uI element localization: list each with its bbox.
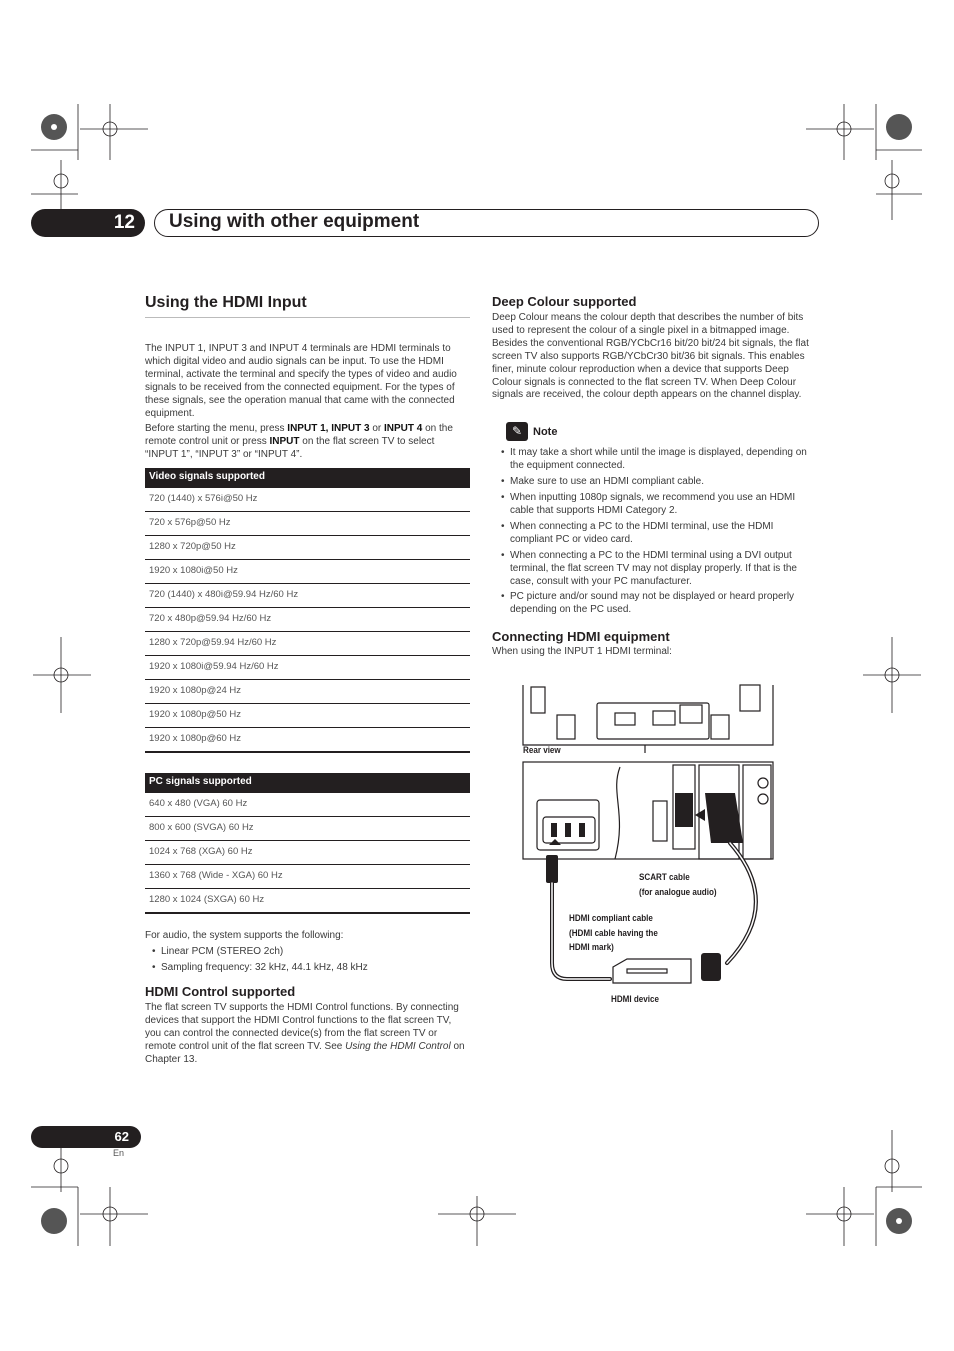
- table-row: 720 x 576p@50 Hz: [145, 512, 470, 536]
- pc-signals-table: [145, 773, 470, 914]
- list-item: • It may take a short while until the image is displayed, depending on the equipment connected.: [500, 447, 817, 473]
- table-row: 800 x 600 (SVGA) 60 Hz: [145, 817, 470, 841]
- table-row: 1280 x 720p@59.94 Hz/60 Hz: [145, 632, 470, 656]
- intro-paragraph: The INPUT 1, INPUT 3 and INPUT 4 terminals are HDMI terminals to which digital video and audio signals can be input. To use the HDMI terminal, activate the terminal and specify the types of video and audio signals to be received from the connected equipment. For the types of these signals, see the operation manual that came with the connected equipment.: [145, 343, 457, 419]
- language-code: En: [113, 1148, 125, 1158]
- left-column: [145, 294, 470, 1066]
- table-row: 1280 x 720p@50 Hz: [145, 536, 470, 560]
- table-row: 720 (1440) x 480i@59.94 Hz/60 Hz: [145, 584, 470, 608]
- right-column: [492, 294, 817, 659]
- hdmi-cable-sublabel-1: (HDMI cable having the: [569, 928, 658, 939]
- table-row: 1920 x 1080p@50 Hz: [145, 704, 470, 728]
- chapter-number: 12: [113, 212, 135, 233]
- video-signals-table: [145, 468, 470, 753]
- list-item: • Linear PCM (STEREO 2ch): [151, 946, 470, 959]
- page-number: 62: [114, 1129, 129, 1144]
- list-item: • PC picture and/or sound may not be displayed or heard properly depending on the PC used.: [500, 591, 817, 617]
- section-title: Using the HDMI Input: [145, 294, 470, 318]
- chapter-title: Using with other equipment: [169, 211, 420, 232]
- scart-cable-label: SCART cable: [639, 872, 690, 883]
- chapter-number-badge: [31, 209, 145, 237]
- hdmi-control-paragraph: The flat screen TV supports the HDMI Control functions. By connecting devices that support the HDMI Control functions to the flat screen TV, you can control the connected device(s) from the flat screen TV or remote control unit of the flat screen TV. See Using the HDMI Control on Chapter 13.: [145, 1001, 465, 1065]
- audio-intro: For audio, the system supports the following:: [145, 930, 344, 942]
- note-heading: [506, 422, 817, 441]
- note-label: Note: [533, 425, 558, 438]
- audio-list: [151, 946, 470, 975]
- hdmi-cable-label: HDMI compliant cable: [569, 913, 653, 924]
- connecting-paragraph: When using the INPUT 1 HDMI terminal:: [492, 646, 672, 658]
- table-row: 1024 x 768 (XGA) 60 Hz: [145, 841, 470, 865]
- chapter-title-bar: [154, 209, 819, 237]
- list-item: • Sampling frequency: 32 kHz, 44.1 kHz, 48 kHz: [151, 962, 470, 975]
- hdmi-cable-sublabel-2: HDMI mark): [569, 942, 614, 953]
- table-row: 1280 x 1024 (SXGA) 60 Hz: [149, 894, 265, 906]
- list-item: • When connecting a PC to the HDMI terminal, use the HDMI compliant PC or video card.: [500, 521, 817, 547]
- before-paragraph: Before starting the menu, press INPUT 1, INPUT 3 or INPUT 4 on the remote control unit or press INPUT on the flat screen TV to select “INPUT 1”, “INPUT 3” or “INPUT 4”.: [145, 423, 453, 461]
- table-row: 720 x 480p@59.94 Hz/60 Hz: [145, 608, 470, 632]
- list-item: • When connecting a PC to the HDMI terminal using a DVI output terminal, the flat screen TV may not display properly. If that is the case, consult with your PC manufacturer.: [500, 550, 817, 589]
- deep-colour-paragraph: Deep Colour means the colour depth that describes the number of bits used to represent the colour of a single pixel in a bitmapped image. Besides the conventional RGB/YCbCr16 bit/20 bit/24 bit signals, the flat screen TV also supports RGB/YCbCr30 bit/36 bit signals. This enables finer, minute colour reproduction when a device that supports Deep Colour signals is connected to the flat screen TV. When Deep Colour signals are received, the colour depth appears on the channel display.: [492, 312, 809, 401]
- list-item: • Make sure to use an HDMI compliant cable.: [500, 476, 817, 489]
- deep-colour-title: Deep Colour supported: [492, 294, 637, 309]
- table-row: 640 x 480 (VGA) 60 Hz: [145, 793, 470, 817]
- scart-cable-sublabel: (for analogue audio): [639, 887, 717, 898]
- table-row: 720 (1440) x 576i@50 Hz: [145, 488, 470, 512]
- table-row: 1360 x 768 (Wide - XGA) 60 Hz: [145, 865, 470, 889]
- page-number-badge: [31, 1126, 141, 1148]
- table-row: 1920 x 1080p@24 Hz: [145, 680, 470, 704]
- connecting-title: Connecting HDMI equipment: [492, 629, 670, 645]
- table-row: 1920 x 1080i@59.94 Hz/60 Hz: [145, 656, 470, 680]
- table-row: 1920 x 1080i@50 Hz: [145, 560, 470, 584]
- hdmi-device-label: HDMI device: [611, 994, 660, 1005]
- hdmi-control-title: HDMI Control supported: [145, 983, 296, 999]
- connection-diagram: [515, 683, 780, 1003]
- video-table-header: Video signals supported: [145, 468, 470, 488]
- note-list: [500, 447, 817, 617]
- pencil-icon: ✎: [506, 422, 528, 441]
- pc-table-header: PC signals supported: [145, 773, 470, 793]
- list-item: • When inputting 1080p signals, we recommend you use an HDMI cable that supports HDMI Category 2.: [500, 492, 817, 518]
- rear-view-label: Rear view: [523, 745, 561, 756]
- table-row: 1920 x 1080p@60 Hz: [149, 733, 242, 745]
